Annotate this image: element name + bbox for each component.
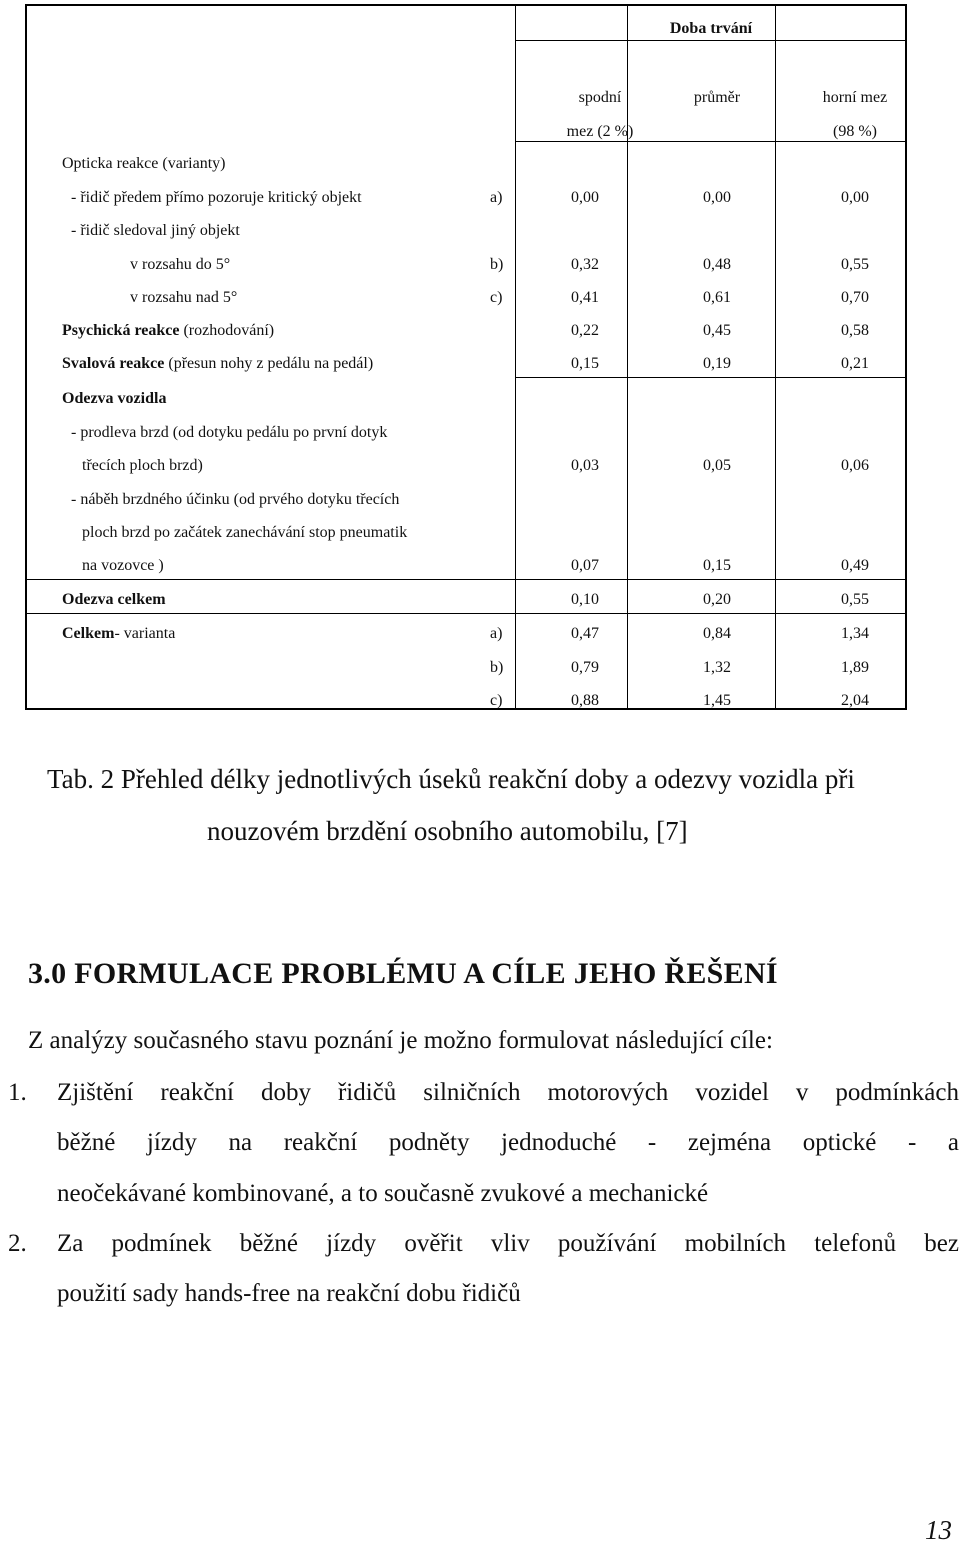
cell-lower: 0,00 [571, 189, 599, 206]
cell-upper: 0,21 [841, 355, 869, 372]
cell-upper: 0,70 [841, 289, 869, 306]
row-label [62, 321, 274, 341]
row-label [62, 354, 373, 374]
cell-upper: 0,55 [841, 591, 869, 608]
row-variant: c) [490, 692, 503, 709]
row-label-rest: (rozhodování) [179, 322, 275, 339]
table-row-rule [515, 377, 905, 378]
col-header-lower-line1: spodní [578, 89, 622, 106]
cell-mean: 0,61 [703, 289, 731, 306]
table-row-rule [27, 613, 905, 614]
list-item-line: Zjištění reakční doby řidičů silničních motorových vozidel v podmínkách [57, 1079, 959, 1106]
cell-lower: 0,88 [571, 692, 599, 709]
table-group-header: Doba trvání [669, 20, 753, 37]
cell-mean: 0,15 [703, 557, 731, 574]
list-item-number: 2. [8, 1230, 27, 1257]
row-label: - náběh brzdného účinku (od prvého dotyku třecích [71, 491, 400, 508]
reaction-time-table [25, 4, 907, 710]
cell-lower: 0,03 [571, 457, 599, 474]
row-variant: a) [490, 189, 503, 206]
cell-mean: 1,32 [703, 659, 731, 676]
row-label: - řidič sledoval jiný objekt [71, 222, 240, 239]
cell-lower: 0,07 [571, 557, 599, 574]
cell-upper: 0,55 [841, 256, 869, 273]
table-header-rule [515, 40, 905, 41]
row-label: - řidič předem přímo pozoruje kritický objekt [71, 189, 362, 206]
list-item-number: 1. [8, 1079, 27, 1106]
cell-lower: 0,79 [571, 659, 599, 676]
row-label: Odezva celkem [62, 591, 166, 608]
row-variant: b) [490, 256, 504, 273]
list-item-line: neočekávané kombinované, a to současně zvukové a mechanické [57, 1180, 709, 1207]
cell-upper: 2,04 [841, 692, 869, 709]
row-label: na vozovce ) [82, 557, 164, 574]
cell-upper: 0,06 [841, 457, 869, 474]
cell-mean: 1,45 [703, 692, 731, 709]
cell-mean: 0,48 [703, 256, 731, 273]
cell-lower: 0,15 [571, 355, 599, 372]
table-caption-line1: Tab. 2 Přehled délky jednotlivých úseků reakční doby a odezvy vozidla při [47, 764, 855, 794]
section-heading: 3.0 FORMULACE PROBLÉMU A CÍLE JEHO ŘEŠENÍ [28, 957, 778, 990]
row-variant: b) [490, 659, 504, 676]
row-label-bold: Svalová reakce [62, 355, 165, 372]
row-label: Opticka reakce (varianty) [62, 155, 226, 172]
row-label: ploch brzd po začátek zanechávání stop pneumatik [82, 524, 408, 541]
row-variant: c) [490, 289, 503, 306]
row-label: Odezva vozidla [62, 390, 167, 407]
cell-upper: 1,34 [841, 625, 869, 642]
row-label-rest: (přesun nohy z pedálu na pedál) [164, 355, 374, 372]
cell-upper: 0,49 [841, 557, 869, 574]
cell-upper: 0,00 [841, 189, 869, 206]
row-label: v rozsahu do 5° [130, 256, 231, 273]
cell-lower: 0,32 [571, 256, 599, 273]
row-label [62, 624, 175, 644]
row-label-bold: Celkem [62, 625, 115, 642]
section-intro: Z analýzy současného stavu poznání je možno formulovat následující cíle: [28, 1027, 773, 1054]
cell-mean: 0,19 [703, 355, 731, 372]
table-row-rule [27, 579, 905, 580]
cell-mean: 0,05 [703, 457, 731, 474]
col-header-upper-line1: horní mez [822, 89, 888, 106]
cell-lower: 0,22 [571, 322, 599, 339]
list-item-line: běžné jízdy na reakční podněty jednoduché - zejména optické - a [57, 1129, 959, 1156]
list-item-line: Za podmínek běžné jízdy ověřit vliv používání mobilních telefonů bez [57, 1230, 959, 1257]
row-label: v rozsahu nad 5° [130, 289, 238, 306]
cell-mean: 0,20 [703, 591, 731, 608]
cell-mean: 0,84 [703, 625, 731, 642]
cell-lower: 0,10 [571, 591, 599, 608]
page-number: 13 [925, 1515, 952, 1545]
cell-upper: 0,58 [841, 322, 869, 339]
col-header-lower-line2: mez (2 %) [566, 123, 634, 140]
cell-mean: 0,00 [703, 189, 731, 206]
col-header-mean: průměr [693, 89, 741, 106]
row-label-bold: Psychická reakce [62, 322, 180, 339]
row-label-rest: - varianta [114, 625, 176, 642]
table-caption-line2: nouzovém brzdění osobního automobilu, [7] [207, 816, 688, 846]
cell-mean: 0,45 [703, 322, 731, 339]
cell-lower: 0,47 [571, 625, 599, 642]
col-header-upper-line2: (98 %) [833, 123, 877, 140]
cell-upper: 1,89 [841, 659, 869, 676]
cell-lower: 0,41 [571, 289, 599, 306]
row-label: - prodleva brzd (od dotyku pedálu po první dotyk [71, 424, 388, 441]
row-label: třecích ploch brzd) [82, 457, 203, 474]
row-variant: a) [490, 625, 503, 642]
list-item-line: použití sady hands-free na reakční dobu řidičů [57, 1280, 521, 1307]
